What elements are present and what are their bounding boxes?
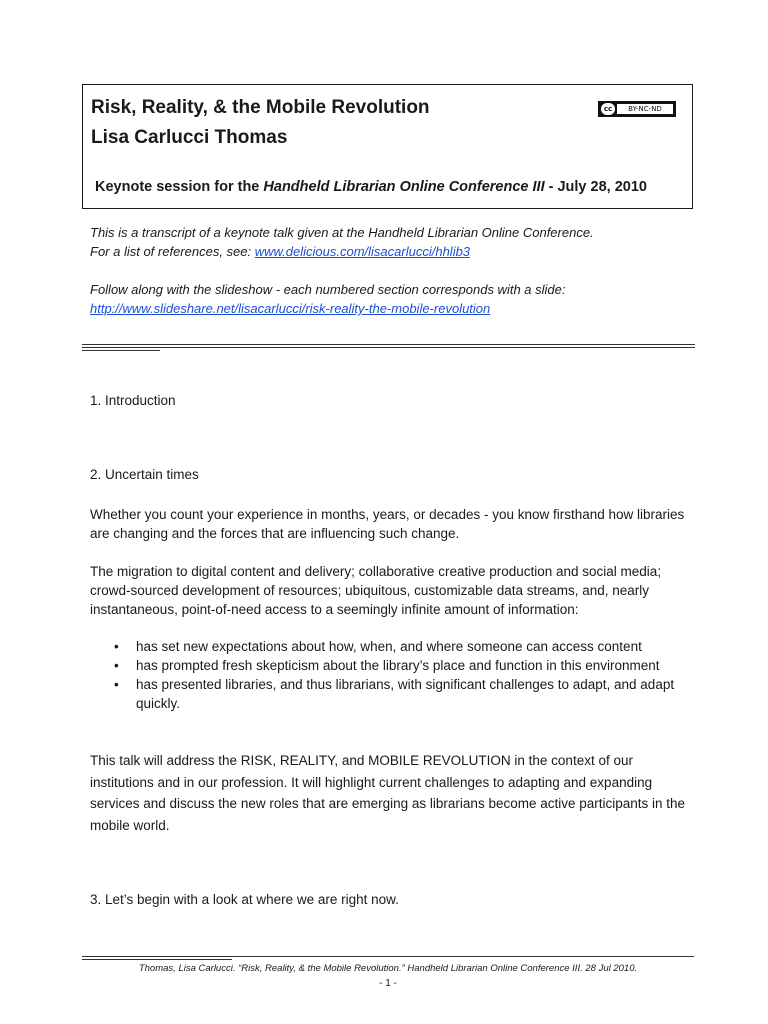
references-prefix: For a list of references, see: [90, 244, 255, 259]
footer-divider [82, 956, 694, 957]
bullet-icon: • [114, 658, 119, 673]
divider-line [82, 350, 160, 351]
slideshow-note: Follow along with the slideshow - each numbered section corresponds with a slide: [90, 282, 566, 297]
keynote-line [95, 179, 647, 195]
slideshow-link[interactable]: http://www.slideshare.net/lisacarlucci/risk-reality-the-mobile-revolution [90, 301, 491, 316]
conference-name: Handheld Librarian Online Conference III [263, 179, 545, 195]
keynote-date: - July 28, 2010 [544, 179, 647, 195]
bullet-list [90, 637, 690, 713]
creative-commons-license-badge [598, 101, 676, 117]
title-box [82, 84, 693, 209]
section-2-paragraph-2 [90, 562, 690, 619]
list-item-text: has set new expectations about how, when, and where someone can access content [136, 639, 642, 654]
divider-line [82, 344, 695, 345]
list-item [90, 675, 690, 713]
paragraph-text: The migration to digital content and delivery; collaborative creative production and social media; crowd-sourced development of resources; ubiquitous, customizable data streams, and, nearly instantaneous, point-of-need access to a seemingly infinite amount of information: [90, 564, 662, 617]
document-title: Risk, Reality, & the Mobile Revolution [91, 97, 430, 118]
license-type: BY-NC-ND [617, 104, 673, 114]
section-1-heading: 1. Introduction [90, 393, 176, 408]
footer-citation: Thomas, Lisa Carlucci. “Risk, Reality, & the Mobile Revolution.” Handheld Librarian Online Conference III. 28 Jul 2010. [138, 963, 638, 974]
list-item [90, 656, 690, 675]
bullet-icon: • [114, 639, 119, 654]
cc-logo-icon: cc [601, 103, 615, 115]
list-item [90, 637, 690, 656]
document-author: Lisa Carlucci Thomas [91, 127, 288, 148]
keynote-prefix: Keynote session for the [95, 179, 264, 195]
list-item-text: has presented libraries, and thus librarians, with significant challenges to adapt, and adapt quickly. [136, 677, 675, 711]
references-link[interactable]: www.delicious.com/lisacarlucci/hhlib3 [254, 244, 471, 259]
transcript-note: This is a transcript of a keynote talk given at the Handheld Librarian Online Conference. [90, 225, 594, 240]
section-2-heading: 2. Uncertain times [90, 467, 199, 482]
paragraph-text: Whether you count your experience in months, years, or decades - you know firsthand how libraries are changing and the forces that are influencing such change. [90, 507, 685, 541]
intro-notes [90, 223, 690, 318]
bullet-icon: • [114, 677, 119, 692]
section-2-paragraph-1 [90, 505, 690, 543]
divider-line [82, 347, 695, 348]
section-3-heading: 3. Let’s begin with a look at where we are right now. [90, 892, 399, 907]
list-item-text: has prompted fresh skepticism about the library’s place and function in this environment [136, 658, 660, 673]
paragraph-text: This talk will address the RISK, REALITY, and MOBILE REVOLUTION in the context of our institutions and in our profession. It will highlight current challenges to adapting and expanding services and discuss the new roles that are emerging as librarians become active participants in the mobile world. [90, 753, 686, 833]
references-note [90, 242, 690, 261]
slideshow-link-line [90, 299, 690, 318]
page-number: - 1 - [379, 978, 397, 989]
footer-divider [82, 959, 232, 960]
section-2-paragraph-3 [90, 750, 690, 836]
